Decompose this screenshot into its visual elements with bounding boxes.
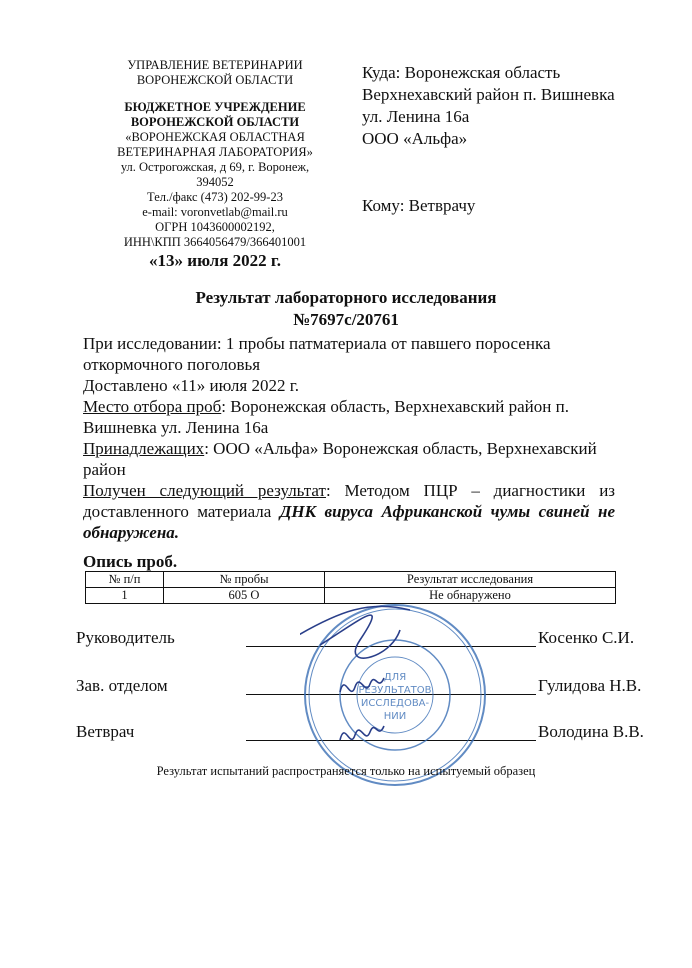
place-label: Место отбора проб bbox=[83, 397, 222, 416]
recipient-address: Верхнехавский район п. Вишневка bbox=[362, 85, 615, 104]
sender-block bbox=[95, 58, 335, 268]
table-cell: Не обнаружено bbox=[325, 588, 616, 604]
signer-role: Ветврач bbox=[76, 722, 135, 741]
svg-text:ДЛЯ: ДЛЯ bbox=[383, 672, 407, 683]
org-name: «ВОРОНЕЖСКАЯ ОБЛАСТНАЯ bbox=[125, 130, 305, 144]
column-header: № п/п bbox=[86, 572, 164, 588]
svg-text:НИИ: НИИ bbox=[383, 711, 407, 722]
org-ogrn: ОГРН 1043600002192, bbox=[155, 220, 275, 234]
signer-name: Володина В.В. bbox=[538, 722, 644, 741]
document-number: №7697с/20761 bbox=[293, 310, 399, 329]
table-header-row bbox=[86, 572, 616, 588]
column-header: № пробы bbox=[164, 572, 325, 588]
org-name: БЮДЖЕТНОЕ УЧРЕЖДЕНИЕ bbox=[124, 100, 306, 114]
signer-name: Косенко С.И. bbox=[538, 628, 635, 647]
table-cell: 1 bbox=[86, 588, 164, 604]
place-value: : Воронежская область, Верхнехавский район п. Вишневка ул. Ленина 16а bbox=[83, 397, 569, 437]
recipient-block bbox=[362, 62, 615, 217]
owner-value: : ООО «Альфа» Воронежская область, Верхнехавский район bbox=[83, 439, 597, 479]
org-address: ул. Острогожская, д 69, г. Воронеж, bbox=[120, 160, 310, 174]
org-email: e-mail: voronvetlab@mail.ru bbox=[142, 205, 288, 219]
result-label: Получен следующий результат bbox=[83, 481, 326, 500]
samples-heading: Опись проб. bbox=[83, 552, 178, 571]
recipient-person: Кому: Ветврачу bbox=[362, 196, 476, 215]
official-stamp bbox=[300, 600, 490, 790]
recipient-address: Куда: Воронежская область bbox=[362, 63, 561, 82]
recipient-org: ООО «Альфа» bbox=[362, 129, 468, 148]
owner-text bbox=[83, 438, 615, 480]
signer-name: Гулидова Н.В. bbox=[538, 676, 642, 695]
dept-name: ВОРОНЕЖСКОЙ ОБЛАСТИ bbox=[136, 73, 294, 87]
result-text bbox=[83, 480, 615, 543]
place-text bbox=[83, 396, 615, 438]
table-cell: 605 О bbox=[164, 588, 325, 604]
org-name: ВЕТЕРИНАРНАЯ ЛАБОРАТОРИЯ» bbox=[117, 145, 313, 159]
owner-label: Принадлежащих bbox=[83, 439, 205, 458]
org-name: ВОРОНЕЖСКОЙ ОБЛАСТИ bbox=[130, 115, 300, 129]
svg-text:РЕЗУЛЬТАТОВ: РЕЗУЛЬТАТОВ bbox=[358, 685, 432, 696]
signer-role: Руководитель bbox=[76, 628, 175, 647]
org-zip: 394052 bbox=[196, 175, 234, 189]
signer-role: Зав. отделом bbox=[76, 676, 168, 695]
recipient-address: ул. Ленина 16а bbox=[362, 107, 470, 126]
result-conclusion: ДНК вируса Африканской чумы свиней не обнаружена. bbox=[83, 502, 616, 542]
svg-text:ИССЛЕДОВА-: ИССЛЕДОВА- bbox=[360, 698, 430, 709]
delivered-text: Доставлено «11» июля 2022 г. bbox=[83, 376, 300, 395]
org-phone: Тел./факс (473) 202-99-23 bbox=[147, 190, 283, 204]
document-date: «13» июля 2022 г. bbox=[149, 251, 281, 270]
dept-name: УПРАВЛЕНИЕ ВЕТЕРИНАРИИ bbox=[127, 58, 303, 72]
column-header: Результат исследования bbox=[325, 572, 616, 588]
document-body bbox=[83, 333, 615, 543]
org-inn: ИНН\КПП 3664056479/366401001 bbox=[123, 235, 307, 249]
study-text: При исследовании: 1 пробы патматериала от павшего поросенка откормочного поголовья bbox=[83, 334, 551, 374]
result-value: : Методом ПЦР – диагностики из доставленного материала bbox=[83, 481, 616, 521]
footer-note: Результат испытаний распространяется только на испытуемый образец bbox=[156, 764, 536, 778]
document-title bbox=[0, 287, 692, 331]
title-line: Результат лабораторного исследования bbox=[195, 288, 497, 307]
